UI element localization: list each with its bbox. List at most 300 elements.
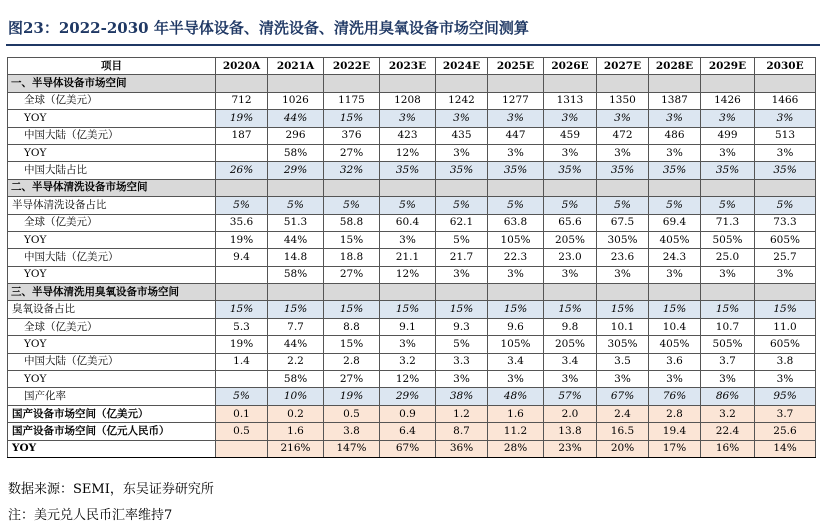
table-cell: 13.8: [544, 423, 597, 440]
table-cell: 3%: [649, 266, 701, 283]
table-row: [8, 214, 816, 231]
table-cell: 5%: [436, 336, 488, 353]
table-cell: 60.4: [380, 214, 436, 231]
table-cell: 3%: [701, 266, 755, 283]
table-cell: 1.6: [488, 405, 544, 422]
table-cell: 11.0: [755, 318, 816, 335]
table-cell: 5%: [649, 197, 701, 214]
table-cell: 21.1: [380, 249, 436, 266]
table-row: [8, 162, 816, 179]
table-cell: 18.8: [324, 249, 380, 266]
table-cell: [324, 75, 380, 92]
table-cell: 9.3: [436, 318, 488, 335]
table-cell: 25.0: [701, 249, 755, 266]
table-cell: 3%: [701, 371, 755, 388]
table-cell: [380, 75, 436, 92]
table-cell: 3.4: [488, 353, 544, 370]
table-cell: 3.3: [436, 353, 488, 370]
table-cell: 44%: [268, 110, 324, 127]
table-row: [8, 197, 816, 214]
table-cell: 3%: [544, 371, 597, 388]
header-year: 2020A: [216, 58, 268, 75]
table-cell: 376: [324, 127, 380, 144]
table-cell: 1175: [324, 92, 380, 109]
table-cell: 71.3: [701, 214, 755, 231]
table-cell: 1026: [268, 92, 324, 109]
table-cell: 3%: [755, 266, 816, 283]
table-row: [8, 353, 816, 370]
table-cell: 5%: [216, 197, 268, 214]
table-cell: 51.3: [268, 214, 324, 231]
table-cell: 20%: [597, 440, 649, 457]
table-cell: 3.7: [701, 353, 755, 370]
table-row: [8, 127, 816, 144]
table-cell: 67%: [597, 388, 649, 405]
table-cell: [216, 144, 268, 161]
table-cell: 3%: [649, 371, 701, 388]
table-cell: [488, 179, 544, 196]
table-cell: 19%: [216, 110, 268, 127]
table-cell: [701, 284, 755, 301]
table-cell: 3%: [488, 110, 544, 127]
table-cell: 3%: [488, 371, 544, 388]
header-year: 2027E: [597, 58, 649, 75]
table-cell: 1242: [436, 92, 488, 109]
table-cell: 73.3: [755, 214, 816, 231]
table-cell: 15%: [324, 301, 380, 318]
table-row: [8, 371, 816, 388]
table-cell: [755, 179, 816, 196]
table-cell: 12%: [380, 371, 436, 388]
row-label: 全球（亿美元）: [8, 92, 216, 109]
table-row: [8, 266, 816, 283]
table-cell: 28%: [488, 440, 544, 457]
table-cell: 9.8: [544, 318, 597, 335]
table-cell: 0.5: [324, 405, 380, 422]
table-cell: [597, 284, 649, 301]
table-cell: 86%: [701, 388, 755, 405]
table-cell: 459: [544, 127, 597, 144]
table-cell: 44%: [268, 231, 324, 248]
table-cell: 23%: [544, 440, 597, 457]
table-cell: 712: [216, 92, 268, 109]
table-cell: 3%: [755, 371, 816, 388]
header-year: 2029E: [701, 58, 755, 75]
row-label: 二、半导体清洗设备市场空间: [8, 179, 216, 196]
table-cell: 15%: [701, 301, 755, 318]
table-cell: 14%: [755, 440, 816, 457]
table-cell: 15%: [216, 301, 268, 318]
table-cell: 24.3: [649, 249, 701, 266]
table-cell: 29%: [380, 388, 436, 405]
table-cell: 0.9: [380, 405, 436, 422]
table-cell: 15%: [649, 301, 701, 318]
table-cell: 2.8: [324, 353, 380, 370]
table-cell: 15%: [324, 110, 380, 127]
table-cell: 8.8: [324, 318, 380, 335]
table-cell: 1313: [544, 92, 597, 109]
table-cell: 25.7: [755, 249, 816, 266]
table-row: [8, 249, 816, 266]
table-cell: 27%: [324, 144, 380, 161]
row-label: YOY: [8, 110, 216, 127]
table-cell: 3%: [544, 266, 597, 283]
table-cell: 35%: [544, 162, 597, 179]
row-label: YOY: [8, 440, 216, 457]
table-row: [8, 388, 816, 405]
table-cell: 305%: [597, 336, 649, 353]
table-cell: [649, 75, 701, 92]
table-cell: 423: [380, 127, 436, 144]
table-row: [8, 336, 816, 353]
table-cell: [268, 75, 324, 92]
table-cell: 23.6: [597, 249, 649, 266]
table-cell: 3%: [597, 110, 649, 127]
table-cell: 3%: [597, 371, 649, 388]
table-cell: 486: [649, 127, 701, 144]
table-cell: 9.1: [380, 318, 436, 335]
table-cell: 499: [701, 127, 755, 144]
table-cell: [216, 179, 268, 196]
table-cell: 5%: [597, 197, 649, 214]
row-label: 三、半导体清洗用臭氧设备市场空间: [8, 284, 216, 301]
table-cell: 35%: [488, 162, 544, 179]
table-cell: 0.2: [268, 405, 324, 422]
header-item: 项目: [8, 58, 216, 75]
table-cell: 513: [755, 127, 816, 144]
table-header-row: [8, 58, 816, 75]
table-cell: [544, 284, 597, 301]
table-cell: [268, 179, 324, 196]
row-label: 全球（亿美元）: [8, 318, 216, 335]
table-cell: [216, 371, 268, 388]
table-cell: 405%: [649, 336, 701, 353]
table-cell: 1350: [597, 92, 649, 109]
row-label: YOY: [8, 336, 216, 353]
table-cell: 15%: [544, 301, 597, 318]
row-label: 全球（亿美元）: [8, 214, 216, 231]
table-cell: [755, 75, 816, 92]
table-cell: 69.4: [649, 214, 701, 231]
table-cell: 32%: [324, 162, 380, 179]
table-cell: 16.5: [597, 423, 649, 440]
table-cell: 27%: [324, 266, 380, 283]
table-row: [8, 144, 816, 161]
table-cell: 3.2: [701, 405, 755, 422]
table-cell: 23.0: [544, 249, 597, 266]
table-cell: 15%: [488, 301, 544, 318]
table-cell: [216, 284, 268, 301]
table-cell: 8.7: [436, 423, 488, 440]
table-cell: 3%: [597, 144, 649, 161]
table-cell: 5%: [216, 388, 268, 405]
table-cell: 3%: [436, 266, 488, 283]
figure-title: 图23：2022-2030 年半导体设备、清洗设备、清洗用臭氧设备市场空间测算: [8, 19, 529, 37]
table-cell: 3%: [436, 371, 488, 388]
table-row: [8, 301, 816, 318]
table-cell: 1387: [649, 92, 701, 109]
table-cell: 27%: [324, 371, 380, 388]
table-cell: 10.1: [597, 318, 649, 335]
table-cell: 35%: [755, 162, 816, 179]
table-cell: [701, 179, 755, 196]
table-cell: 3%: [436, 144, 488, 161]
table-cell: 5%: [380, 197, 436, 214]
row-label: 中国大陆（亿美元）: [8, 127, 216, 144]
table-cell: 1208: [380, 92, 436, 109]
table-cell: 3%: [544, 110, 597, 127]
row-label: YOY: [8, 144, 216, 161]
table-cell: 5.3: [216, 318, 268, 335]
table-cell: 21.7: [436, 249, 488, 266]
table-cell: 15%: [755, 301, 816, 318]
table-cell: [649, 179, 701, 196]
table-cell: 38%: [436, 388, 488, 405]
table-cell: 35%: [649, 162, 701, 179]
table-cell: 0.1: [216, 405, 268, 422]
table-cell: 7.7: [268, 318, 324, 335]
row-label: 国产化率: [8, 388, 216, 405]
table-cell: 205%: [544, 336, 597, 353]
table-cell: 3.8: [324, 423, 380, 440]
table-cell: 48%: [488, 388, 544, 405]
table-cell: [268, 284, 324, 301]
table-cell: 2.4: [597, 405, 649, 422]
table-cell: 105%: [488, 336, 544, 353]
table-cell: 12%: [380, 266, 436, 283]
table-cell: [436, 284, 488, 301]
title-divider: [6, 44, 820, 46]
table-cell: 187: [216, 127, 268, 144]
table-row: [8, 179, 816, 196]
table-cell: 5%: [488, 197, 544, 214]
table-cell: 19%: [324, 388, 380, 405]
table-cell: 15%: [436, 301, 488, 318]
header-year: 2025E: [488, 58, 544, 75]
table-cell: 3%: [649, 110, 701, 127]
header-year: 2023E: [380, 58, 436, 75]
table-cell: [701, 75, 755, 92]
source-note: 数据来源：SEMI，东吴证券研究所: [8, 482, 214, 497]
table-cell: 62.1: [436, 214, 488, 231]
table-cell: 63.8: [488, 214, 544, 231]
table-cell: [216, 266, 268, 283]
table-cell: 5%: [268, 197, 324, 214]
table-row: [8, 110, 816, 127]
table-row: [8, 231, 816, 248]
table-cell: 605%: [755, 336, 816, 353]
table-cell: 11.2: [488, 423, 544, 440]
table-cell: 35%: [597, 162, 649, 179]
table-cell: [649, 284, 701, 301]
table-cell: [380, 179, 436, 196]
table-cell: 19%: [216, 336, 268, 353]
table-cell: 15%: [380, 301, 436, 318]
table-row: [8, 440, 816, 457]
table-cell: 6.4: [380, 423, 436, 440]
table-cell: 15%: [324, 336, 380, 353]
row-label: YOY: [8, 371, 216, 388]
table-cell: 2.2: [268, 353, 324, 370]
header-year: 2024E: [436, 58, 488, 75]
table-cell: 3%: [380, 336, 436, 353]
table-cell: 67.5: [597, 214, 649, 231]
table-cell: 57%: [544, 388, 597, 405]
table-cell: 12%: [380, 144, 436, 161]
table-cell: 5%: [436, 197, 488, 214]
header-year: 2030E: [755, 58, 816, 75]
table-cell: 2.8: [649, 405, 701, 422]
table-cell: 1466: [755, 92, 816, 109]
table-cell: 65.6: [544, 214, 597, 231]
table-cell: 205%: [544, 231, 597, 248]
table-cell: 3%: [436, 110, 488, 127]
row-label: 国产设备市场空间（亿美元）: [8, 405, 216, 422]
table-cell: [755, 284, 816, 301]
header-year: 2026E: [544, 58, 597, 75]
table-cell: 10.4: [649, 318, 701, 335]
table-cell: 36%: [436, 440, 488, 457]
table-cell: 1.2: [436, 405, 488, 422]
table-cell: [436, 75, 488, 92]
table-cell: 405%: [649, 231, 701, 248]
table-cell: 5%: [544, 197, 597, 214]
row-label: 半导体清洗设备占比: [8, 197, 216, 214]
table-cell: 3.2: [380, 353, 436, 370]
table-cell: 3.7: [755, 405, 816, 422]
row-label: 臭氧设备占比: [8, 301, 216, 318]
table-cell: [324, 179, 380, 196]
table-cell: 9.4: [216, 249, 268, 266]
table-cell: 3%: [544, 144, 597, 161]
table-cell: [216, 75, 268, 92]
table-cell: 19.4: [649, 423, 701, 440]
exchange-rate-note: 注：美元兑人民币汇率维持7: [8, 508, 173, 523]
table-cell: 3.6: [649, 353, 701, 370]
table-cell: 16%: [701, 440, 755, 457]
table-cell: [436, 179, 488, 196]
table-cell: 58.8: [324, 214, 380, 231]
table-cell: 35%: [701, 162, 755, 179]
table-cell: 15%: [324, 231, 380, 248]
table-cell: 5%: [755, 197, 816, 214]
row-label: 中国大陆（亿美元）: [8, 249, 216, 266]
table-cell: [597, 179, 649, 196]
table-cell: 435: [436, 127, 488, 144]
table-cell: [324, 284, 380, 301]
table-cell: 17%: [649, 440, 701, 457]
table-cell: 2.0: [544, 405, 597, 422]
table-cell: 58%: [268, 144, 324, 161]
table-cell: 447: [488, 127, 544, 144]
table-cell: 5%: [436, 231, 488, 248]
table-cell: [488, 284, 544, 301]
table-cell: 3%: [488, 144, 544, 161]
table-cell: 505%: [701, 231, 755, 248]
table-cell: 76%: [649, 388, 701, 405]
table-cell: 29%: [268, 162, 324, 179]
table-cell: 22.4: [701, 423, 755, 440]
table-cell: 3%: [701, 110, 755, 127]
table-cell: 605%: [755, 231, 816, 248]
row-label: 中国大陆占比: [8, 162, 216, 179]
table-cell: 3%: [488, 266, 544, 283]
table-cell: 5%: [701, 197, 755, 214]
table-cell: 14.8: [268, 249, 324, 266]
table-cell: 3%: [380, 231, 436, 248]
table-cell: 3.5: [597, 353, 649, 370]
table-cell: 3%: [380, 110, 436, 127]
table-cell: 10.7: [701, 318, 755, 335]
table-row: [8, 318, 816, 335]
table-cell: 3%: [597, 266, 649, 283]
table-cell: 3.4: [544, 353, 597, 370]
header-year: 2028E: [649, 58, 701, 75]
table-row: [8, 92, 816, 109]
header-year: 2022E: [324, 58, 380, 75]
row-label: 中国大陆（亿美元）: [8, 353, 216, 370]
table-cell: [544, 179, 597, 196]
table-cell: 3%: [755, 110, 816, 127]
table-cell: 15%: [597, 301, 649, 318]
header-year: 2021A: [268, 58, 324, 75]
table-cell: [544, 75, 597, 92]
table-cell: 1.4: [216, 353, 268, 370]
table-cell: 1.6: [268, 423, 324, 440]
table-cell: [597, 75, 649, 92]
table-cell: 216%: [268, 440, 324, 457]
table-cell: 147%: [324, 440, 380, 457]
table-cell: 1277: [488, 92, 544, 109]
table-cell: 25.6: [755, 423, 816, 440]
table-cell: 296: [268, 127, 324, 144]
table-cell: 44%: [268, 336, 324, 353]
table-cell: 5%: [324, 197, 380, 214]
table-cell: 3%: [701, 144, 755, 161]
table-cell: [216, 440, 268, 457]
table-cell: [488, 75, 544, 92]
table-cell: 0.5: [216, 423, 268, 440]
table-cell: 19%: [216, 231, 268, 248]
table-row: [8, 75, 816, 92]
table-cell: 35.6: [216, 214, 268, 231]
table-row: [8, 423, 816, 440]
table-cell: 67%: [380, 440, 436, 457]
table-cell: 9.6: [488, 318, 544, 335]
market-size-table: [7, 57, 816, 458]
table-cell: 22.3: [488, 249, 544, 266]
table-cell: 305%: [597, 231, 649, 248]
table-cell: 1426: [701, 92, 755, 109]
table-cell: [380, 284, 436, 301]
table-cell: 58%: [268, 266, 324, 283]
table-body: [8, 75, 816, 458]
row-label: 国产设备市场空间（亿元人民币）: [8, 423, 216, 440]
row-label: 一、半导体设备市场空间: [8, 75, 216, 92]
table-row: [8, 405, 816, 422]
table-cell: 10%: [268, 388, 324, 405]
table-row: [8, 284, 816, 301]
table-cell: 35%: [436, 162, 488, 179]
row-label: YOY: [8, 266, 216, 283]
table-cell: 3%: [649, 144, 701, 161]
table-cell: 3%: [755, 144, 816, 161]
table-cell: 15%: [268, 301, 324, 318]
table-cell: 472: [597, 127, 649, 144]
table-cell: 505%: [701, 336, 755, 353]
table-cell: 26%: [216, 162, 268, 179]
table-cell: 35%: [380, 162, 436, 179]
